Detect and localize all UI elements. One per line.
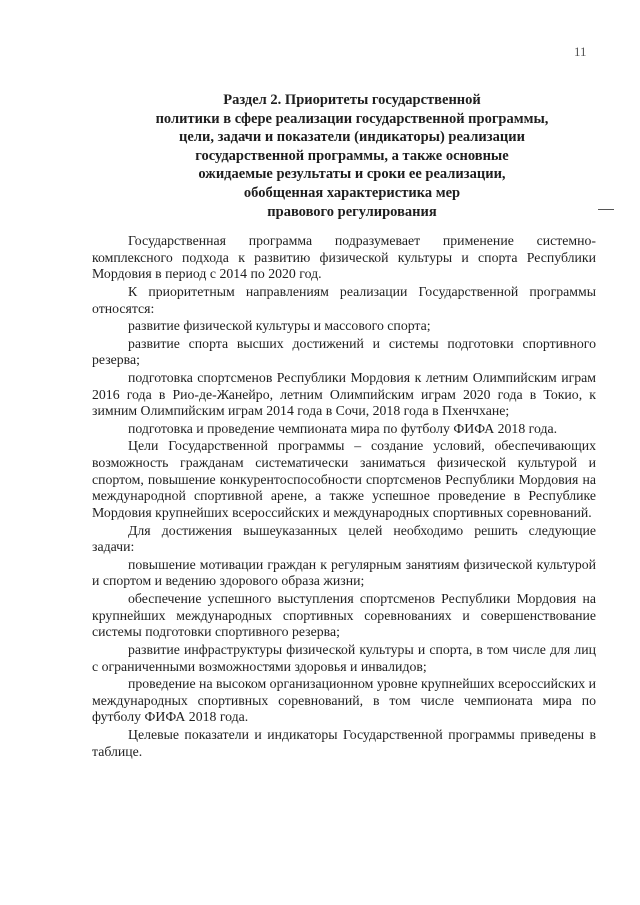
- heading-line: Раздел 2. Приоритеты государственной: [223, 92, 481, 108]
- list-item: развитие физической культуры и массового спорта;: [128, 318, 431, 334]
- paragraph-indicators: Целевые показатели и индикаторы Государственной программы приведены в таблице.: [92, 726, 596, 759]
- paragraph-tasks: Для достижения вышеуказанных целей необходимо решить следующие задачи:: [92, 522, 596, 555]
- heading-line: политики в сфере реализации государственной программы,: [155, 110, 549, 127]
- paragraph-intro: Государственная программа подразумевает применение системно-комплексного подхода к развитию физической культуры и спорта Республики Мордовия в период с 2014 по 2020 год.: [92, 233, 596, 282]
- list-item: развитие спорта высших достижений и системы подготовки спортивного резерва;: [92, 335, 596, 368]
- heading-line: обобщенная характеристика мер: [243, 184, 461, 201]
- list-item: подготовка спортсменов Республики Мордовия к летним Олимпийским играм 2016 года в Рио-де-Жанейро, летним Олимпийским играм 2020 года в Токио, к зимним Олимпийским играм 2014 года в Сочи, 2018 года в Пхенчхане;: [92, 369, 596, 419]
- paragraph-goals: Цели Государственной программы – создание условий, обеспечивающих возможность гражданам систематически заниматься физической культурой и спортом, повышение конкурентоспособности спортсменов Республики Мордовия на международной спортивной арене, а также успешное проведение в Республике Мордовия крупнейших всероссийских и международных спортивных соревнований.: [92, 438, 596, 521]
- page-number: 11: [574, 44, 587, 59]
- heading-line: государственной программы, а также основные: [195, 147, 509, 164]
- list-item: подготовка и проведение чемпионата мира по футболу ФИФА 2018 года.: [128, 420, 558, 436]
- paragraph-priorities: К приоритетным направлениям реализации Государственной программы относятся:: [92, 283, 596, 316]
- list-item: повышение мотивации граждан к регулярным занятиям физической культурой и спортом и ведению здорового образа жизни;: [92, 556, 596, 589]
- section-heading: [88, 91, 616, 221]
- scan-mark: [598, 209, 614, 210]
- list-item: обеспечение успешного выступления спортсменов Республики Мордовия на крупнейших международных спортивных соревнованиях и совершенствование системы подготовки спортивного резерва;: [92, 590, 596, 640]
- list-item: проведение на высоком организационном уровне крупнейших всероссийских и международных спортивных соревнований, в том числе чемпионата мира по футболу ФИФА 2018 года.: [92, 676, 596, 725]
- body-text: [92, 233, 596, 761]
- heading-line: правового регулирования: [267, 203, 437, 220]
- heading-line: ожидаемые результаты и сроки ее реализации,: [198, 166, 506, 183]
- heading-line: цели, задачи и показатели (индикаторы) реализации: [179, 129, 525, 146]
- list-item: развитие инфраструктуры физической культуры и спорта, в том числе для лиц с ограниченными возможностями здоровья и инвалидов;: [92, 641, 596, 674]
